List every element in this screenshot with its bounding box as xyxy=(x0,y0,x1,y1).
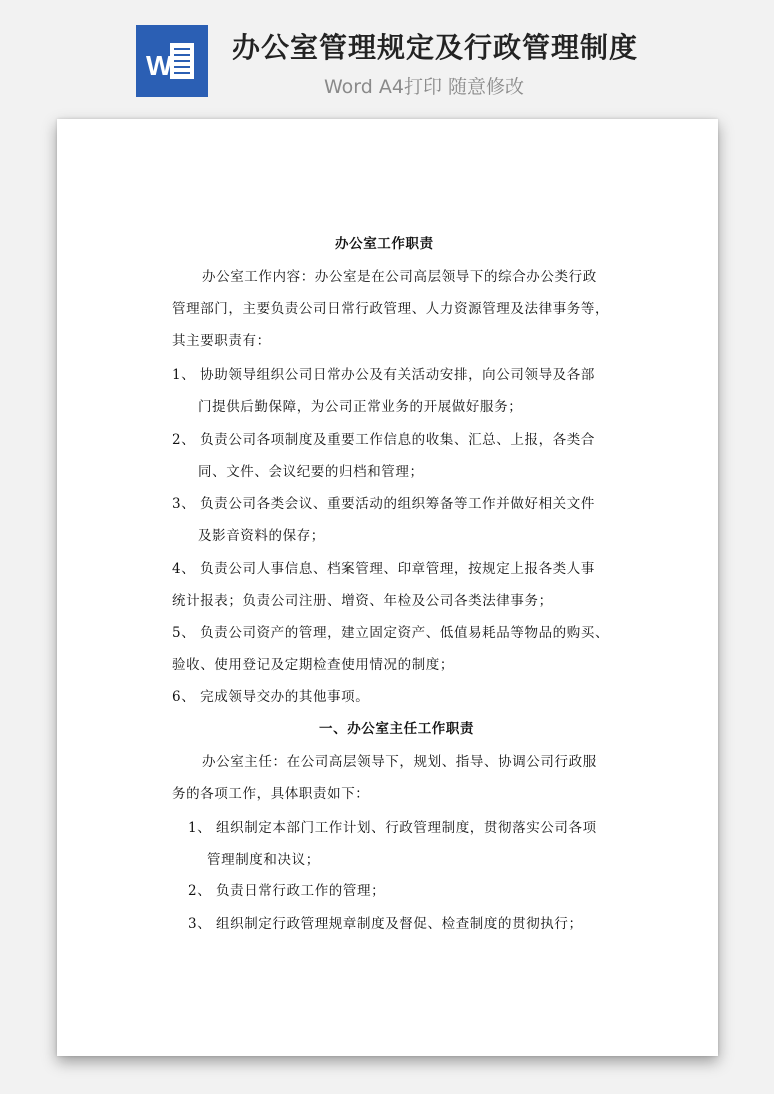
document-page xyxy=(57,119,718,1056)
intro-line: 其主要职责有： xyxy=(172,333,271,349)
duty-item: 3、 负责公司各类会议、重要活动的组织筹备等工作并做好相关文件 xyxy=(172,496,595,512)
duty-item: 2、 负责公司各项制度及重要工作信息的收集、汇总、上报，各类合 xyxy=(172,432,595,448)
duty-item: 5、 负责公司资产的管理，建立固定资产、低值易耗品等物品的购买、 xyxy=(172,625,610,641)
word-icon xyxy=(136,25,208,97)
duty-item-cont: 统计报表；负责公司注册、增资、年检及公司各类法律事务； xyxy=(172,593,553,609)
page-subtitle: Word A4打印 随意修改 xyxy=(324,76,525,98)
director-duty-number: 2、 xyxy=(188,883,212,899)
director-duty-item: 组织制定本部门工作计划、行政管理制度，贯彻落实公司各项 xyxy=(216,820,597,836)
duty-item-cont: 验收、使用登记及定期检查使用情况的制度； xyxy=(172,657,454,673)
header xyxy=(0,0,774,110)
intro-line: 办公室工作内容：办公室是在公司高层领导下的综合办公类行政 xyxy=(202,269,597,285)
director-intro-line: 务的各项工作，具体职责如下： xyxy=(172,786,370,802)
duty-item: 1、 协助领导组织公司日常办公及有关活动安排，向公司领导及各部 xyxy=(172,367,595,383)
director-intro-line: 办公室主任：在公司高层领导下，规划、指导、协调公司行政服 xyxy=(202,754,597,770)
page-title: 办公室管理规定及行政管理制度 xyxy=(232,31,639,64)
duty-item-cont: 同、文件、会议纪要的归档和管理； xyxy=(198,464,424,480)
doc-heading: 办公室工作职责 xyxy=(335,236,434,252)
director-duty-number: 1、 xyxy=(188,820,212,836)
intro-line: 管理部门，主要负责公司日常行政管理、人力资源管理及法律事务等， xyxy=(172,301,610,317)
director-duty-number: 3、 xyxy=(188,916,212,932)
duty-item: 6、 完成领导交办的其他事项。 xyxy=(172,689,370,705)
director-duty-item: 组织制定行政管理规章制度及督促、检查制度的贯彻执行； xyxy=(216,916,583,932)
director-duty-item: 负责日常行政工作的管理； xyxy=(216,883,386,899)
svg-text:W: W xyxy=(146,50,173,81)
duty-item-cont: 门提供后勤保障，为公司正常业务的开展做好服务； xyxy=(198,399,523,415)
duty-item: 4、 负责公司人事信息、档案管理、印章管理，按规定上报各类人事 xyxy=(172,561,595,577)
section-heading: 一、办公室主任工作职责 xyxy=(319,721,475,737)
director-duty-cont: 管理制度和决议； xyxy=(207,852,320,868)
duty-item-cont: 及影音资料的保存； xyxy=(198,528,325,544)
